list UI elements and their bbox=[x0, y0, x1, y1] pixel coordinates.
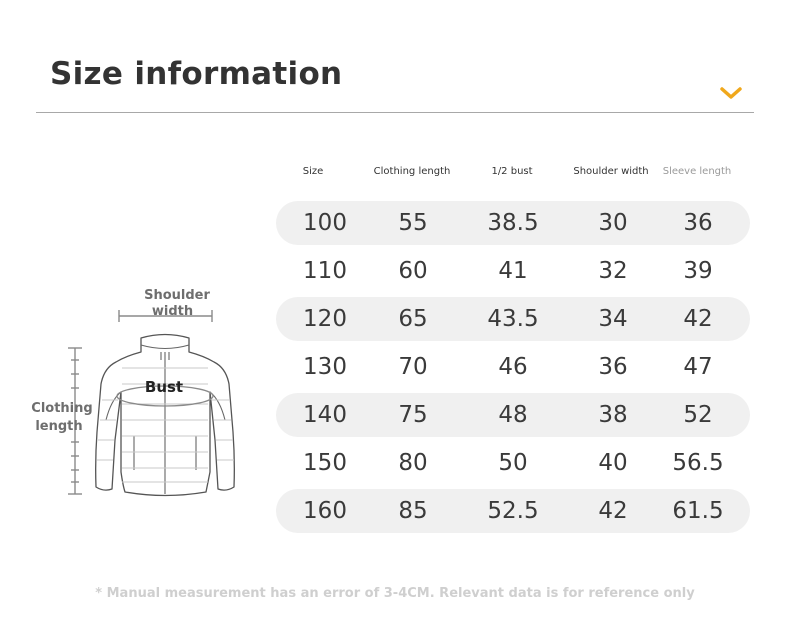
cell-size: 150 bbox=[303, 450, 347, 476]
table-row bbox=[276, 201, 750, 245]
cell-sleeve-length: 42 bbox=[683, 306, 713, 332]
chevron-down-icon[interactable] bbox=[720, 86, 742, 100]
cell-sleeve-length: 56.5 bbox=[672, 450, 724, 476]
column-header-clothing-length: Clothing length bbox=[373, 166, 451, 177]
cell-shoulder-width: 42 bbox=[598, 498, 628, 524]
table-row bbox=[276, 297, 750, 341]
column-header-shoulder-width: Shoulder width bbox=[573, 166, 649, 177]
cell-clothing-length: 60 bbox=[398, 258, 428, 284]
cell-size: 140 bbox=[303, 402, 347, 428]
cell-shoulder-width: 32 bbox=[598, 258, 628, 284]
cell-half-bust: 43.5 bbox=[487, 306, 539, 332]
table-row bbox=[276, 345, 750, 389]
cell-size: 100 bbox=[303, 210, 347, 236]
cell-sleeve-length: 61.5 bbox=[672, 498, 724, 524]
shoulder-width-label: Shoulder width bbox=[144, 288, 210, 319]
measurement-diagram bbox=[0, 0, 270, 641]
cell-clothing-length: 65 bbox=[398, 306, 428, 332]
cell-shoulder-width: 30 bbox=[598, 210, 628, 236]
cell-clothing-length: 80 bbox=[398, 450, 428, 476]
column-header-sleeve-length: Sleeve length bbox=[662, 166, 732, 177]
column-header-half-bust: 1/2 bust bbox=[491, 166, 533, 177]
table-row bbox=[276, 441, 750, 485]
cell-half-bust: 41 bbox=[498, 258, 528, 284]
cell-sleeve-length: 39 bbox=[683, 258, 713, 284]
table-row bbox=[276, 489, 750, 533]
cell-clothing-length: 55 bbox=[398, 210, 428, 236]
cell-clothing-length: 75 bbox=[398, 402, 428, 428]
cell-shoulder-width: 36 bbox=[598, 354, 628, 380]
cell-sleeve-length: 36 bbox=[683, 210, 713, 236]
cell-clothing-length: 85 bbox=[398, 498, 428, 524]
cell-shoulder-width: 38 bbox=[598, 402, 628, 428]
table-row bbox=[276, 249, 750, 293]
cell-sleeve-length: 47 bbox=[683, 354, 713, 380]
cell-half-bust: 50 bbox=[498, 450, 528, 476]
footnote: * Manual measurement has an error of 3-4CM. Relevant data is for reference only bbox=[95, 586, 695, 601]
cell-sleeve-length: 52 bbox=[683, 402, 713, 428]
cell-half-bust: 52.5 bbox=[487, 498, 539, 524]
bust-label: Bust bbox=[144, 378, 184, 396]
page-title: Size information bbox=[50, 56, 343, 92]
cell-half-bust: 48 bbox=[498, 402, 528, 428]
cell-half-bust: 46 bbox=[498, 354, 528, 380]
cell-clothing-length: 70 bbox=[398, 354, 428, 380]
jacket-illustration bbox=[0, 0, 270, 641]
clothing-length-label: Clothing length bbox=[31, 401, 93, 434]
cell-shoulder-width: 40 bbox=[598, 450, 628, 476]
cell-half-bust: 38.5 bbox=[487, 210, 539, 236]
column-header-size: Size bbox=[302, 166, 324, 177]
cell-size: 160 bbox=[303, 498, 347, 524]
cell-size: 120 bbox=[303, 306, 347, 332]
cell-size: 130 bbox=[303, 354, 347, 380]
cell-shoulder-width: 34 bbox=[598, 306, 628, 332]
table-row bbox=[276, 393, 750, 437]
cell-size: 110 bbox=[303, 258, 347, 284]
